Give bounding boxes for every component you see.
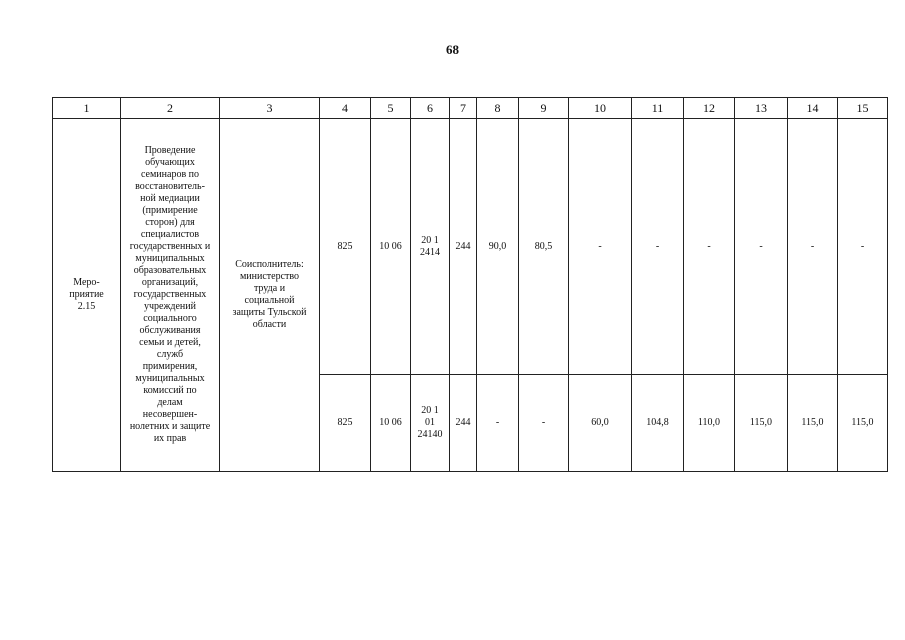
page-number: 68 xyxy=(446,42,459,57)
cell-c12: - xyxy=(684,119,735,375)
cell-c10: - xyxy=(569,119,632,375)
header-col-7: 7 xyxy=(450,98,477,119)
cell-c11: - xyxy=(632,119,684,375)
cell-c9: - xyxy=(519,375,569,472)
cell-c9: 80,5 xyxy=(519,119,569,375)
event-id-cell: Меро- приятие 2.15 xyxy=(53,119,121,472)
header-col-13: 13 xyxy=(735,98,788,119)
cell-c4: 825 xyxy=(320,119,371,375)
header-col-14: 14 xyxy=(788,98,838,119)
cell-c13: 115,0 xyxy=(735,375,788,472)
cell-c15: 115,0 xyxy=(838,375,888,472)
header-col-3: 3 xyxy=(220,98,320,119)
header-col-2: 2 xyxy=(121,98,220,119)
cell-c5: 10 06 xyxy=(371,375,411,472)
cell-c5: 10 06 xyxy=(371,119,411,375)
header-col-5: 5 xyxy=(371,98,411,119)
cell-c12: 110,0 xyxy=(684,375,735,472)
cell-c10: 60,0 xyxy=(569,375,632,472)
budget-table xyxy=(52,97,888,472)
header-col-8: 8 xyxy=(477,98,519,119)
cell-c15: - xyxy=(838,119,888,375)
cell-c8: 90,0 xyxy=(477,119,519,375)
header-row xyxy=(53,98,888,119)
header-col-4: 4 xyxy=(320,98,371,119)
cell-c7: 244 xyxy=(450,119,477,375)
cell-c7: 244 xyxy=(450,375,477,472)
header-col-9: 9 xyxy=(519,98,569,119)
cell-c13: - xyxy=(735,119,788,375)
cell-c8: - xyxy=(477,375,519,472)
header-col-15: 15 xyxy=(838,98,888,119)
event-name-cell: Проведение обучающих семинаров по восстановитель- ной медиации (примирение сторон) для специалистов государственных и муниципальных образовательных организаций, государственных учреждений социального обслуживания семьи и детей, служб примирения, муниципальных комиссий по делам несовершен- нолетних и защите их прав xyxy=(121,119,220,472)
cell-c4: 825 xyxy=(320,375,371,472)
table-row xyxy=(53,119,888,375)
cell-c11: 104,8 xyxy=(632,375,684,472)
header-col-12: 12 xyxy=(684,98,735,119)
header-col-10: 10 xyxy=(569,98,632,119)
header-col-1: 1 xyxy=(53,98,121,119)
header-col-11: 11 xyxy=(632,98,684,119)
cell-c6: 20 1 2414 xyxy=(411,119,450,375)
header-col-6: 6 xyxy=(411,98,450,119)
cell-c6: 20 1 01 24140 xyxy=(411,375,450,472)
cell-c14: - xyxy=(788,119,838,375)
cell-c14: 115,0 xyxy=(788,375,838,472)
executor-cell: Соисполнитель: министерство труда и социальной защиты Тульской области xyxy=(220,119,320,472)
